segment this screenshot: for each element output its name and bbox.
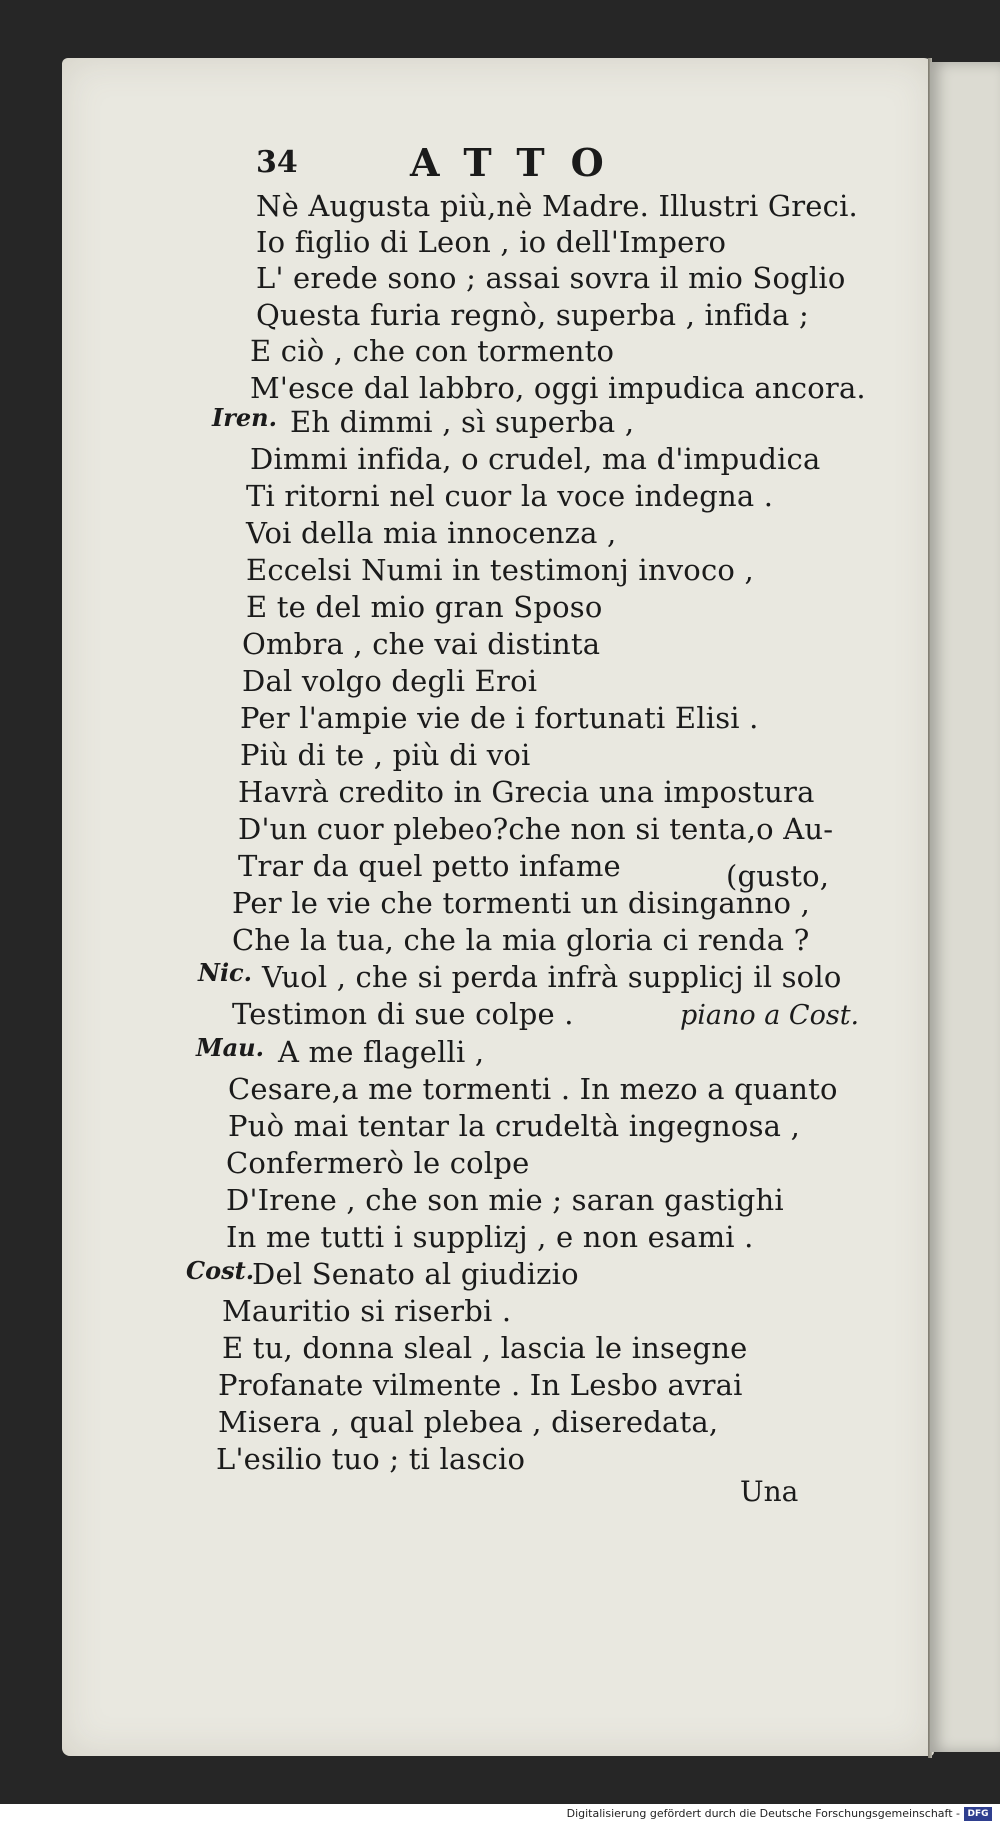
text-line: Eccelsi Numi in testimonj invoco , [246, 553, 754, 587]
text-line: M'esce dal labbro, oggi impudica ancora. [250, 371, 866, 405]
text-line: Per le vie che tormenti un disinganno , [232, 886, 811, 920]
text-line: Cesare,a me tormenti . In mezo a quanto [228, 1072, 838, 1106]
text-line: E te del mio gran Sposo [246, 590, 603, 624]
catchword: Una [740, 1475, 799, 1508]
text-line: Havrà credito in Grecia una impostura [238, 775, 815, 809]
text-line: Vuol , che si perda infrà supplicj il solo [262, 960, 842, 994]
text-line: Dal volgo degli Eroi [242, 664, 538, 698]
text-line: Dimmi infida, o crudel, ma d'impudica [250, 442, 821, 476]
text-line: In me tutti i supplizj , e non esami . [226, 1220, 754, 1254]
text-line: Mauritio si riserbi . [222, 1294, 512, 1328]
speaker-label: Mau. [196, 1033, 264, 1062]
running-title: ATTO [410, 140, 630, 185]
text-line: E ciò , che con tormento [250, 334, 615, 368]
text-line: Ombra , che vai distinta [242, 627, 601, 661]
text-line: Eh dimmi , sì superba , [290, 405, 635, 439]
text-line: Questa furia regnò, superba , infida ; [256, 298, 809, 332]
stage-direction: piano a Cost. [680, 1000, 860, 1031]
turnover-word: (gusto, [726, 859, 830, 893]
text-line: Profanate vilmente . In Lesbo avrai [218, 1368, 743, 1402]
speaker-label: Iren. [212, 403, 277, 432]
speaker-label: Nic. [198, 958, 253, 987]
page-number: 34 [256, 145, 298, 180]
text-line: Del Senato al giudizio [252, 1257, 579, 1291]
text-line: E tu, donna sleal , lascia le insegne [222, 1331, 748, 1365]
text-line: Che la tua, che la mia gloria ci renda ? [232, 923, 810, 957]
text-line: Voi della mia innocenza , [246, 516, 617, 550]
text-line: Ti ritorni nel cuor la voce indegna . [246, 479, 774, 513]
text-line: Più di te , più di voi [240, 738, 531, 772]
text-line: A me flagelli , [278, 1035, 485, 1069]
text-line: Trar da quel petto infame [238, 849, 621, 883]
text-line: Nè Augusta più,nè Madre. Illustri Greci. [256, 189, 858, 223]
text-line: Testimon di sue colpe . [232, 997, 574, 1031]
text-line: Per l'ampie vie de i fortunati Elisi . [240, 701, 759, 735]
text-line: D'Irene , che son mie ; saran gastighi [226, 1183, 784, 1217]
text-line: Può mai tentar la crudeltà ingegnosa , [228, 1109, 800, 1143]
text-line: D'un cuor plebeo?che non si tenta,o Au- [238, 812, 834, 846]
text-line: Io figlio di Leon , io dell'Impero [256, 225, 727, 259]
text-line: L' erede sono ; assai sovra il mio Soglio [256, 261, 846, 295]
dfg-logo-icon: DFG [964, 1807, 992, 1821]
speaker-label: Cost. [186, 1256, 255, 1285]
text-line: Misera , qual plebea , diseredata, [218, 1405, 719, 1439]
digitization-credit: Digitalisierung gefördert durch die Deutsche Forschungsgemeinschaft - [566, 1807, 960, 1820]
text-line: L'esilio tuo ; ti lascio [216, 1442, 526, 1476]
text-line: Confermerò le colpe [226, 1146, 530, 1180]
